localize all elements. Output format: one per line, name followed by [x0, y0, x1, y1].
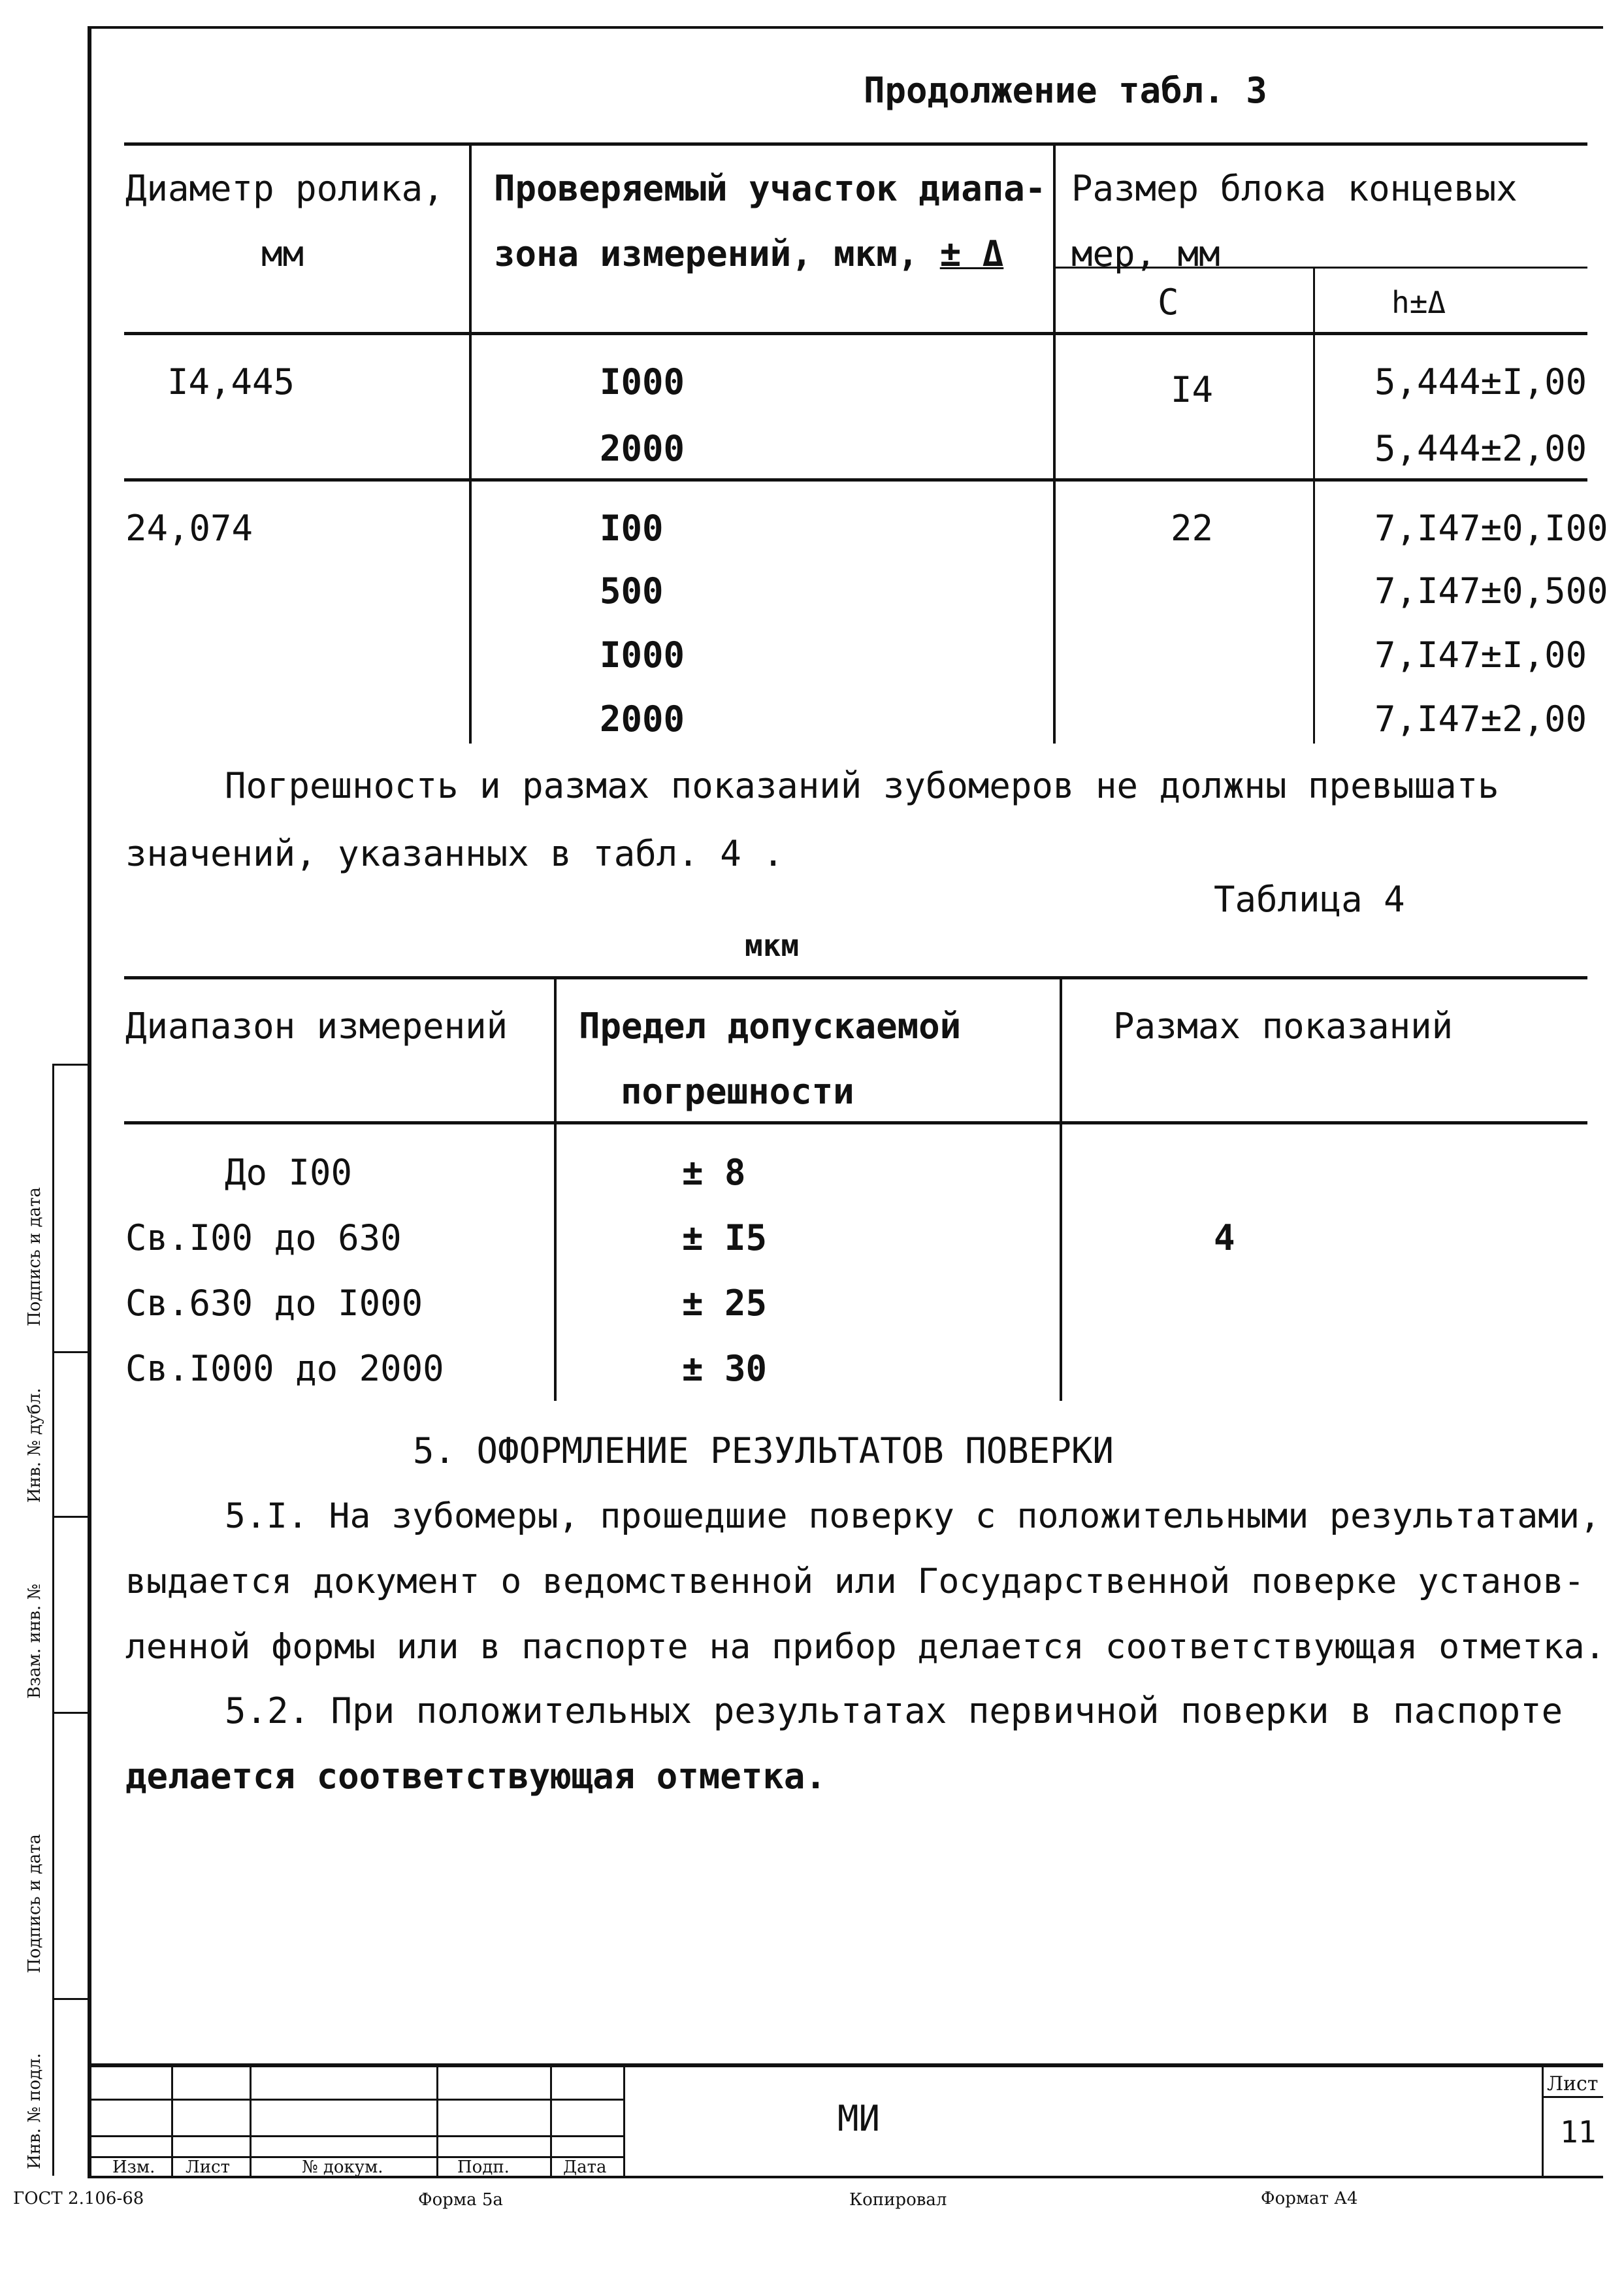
table4-header-limit-line2: погрешности — [621, 1071, 854, 1112]
table4-row2-range: Св.I00 до 630 — [125, 1217, 402, 1258]
footer-form: Форма 5а — [418, 2190, 503, 2210]
continuation-title: Продолжение табл. 3 — [864, 70, 1267, 111]
group1-row2-h: 5,444±2,00 — [1374, 428, 1587, 469]
table4-col-divider-2 — [1060, 976, 1062, 1401]
header-diameter-line1: Диаметр ролика, — [125, 168, 444, 209]
stamp-col-2 — [250, 2063, 252, 2176]
table3-top-rule — [124, 142, 1587, 146]
group1-c: I4 — [1171, 369, 1214, 410]
table3-group-rule — [124, 478, 1587, 482]
section5-p1-line3: ленной формы или в паспорте на прибор делается соответствующая отметка. — [125, 1627, 1606, 1667]
group1-diameter: I4,445 — [167, 361, 295, 402]
frame-top-border — [88, 26, 1603, 29]
group1-row2-section: 2000 — [600, 428, 685, 469]
side-strip-rule-1 — [52, 1064, 89, 1066]
header-section-line1: Проверяемый участок диапа- — [494, 168, 1047, 209]
table4-caption: Таблица 4 — [1214, 879, 1405, 920]
table4-row3-limit: ± 25 — [682, 1283, 768, 1324]
paragraph-error-line2: значений, указанных в табл. 4 . — [125, 833, 784, 874]
side-label-original-inv: Инв. № подл. — [25, 2053, 44, 2169]
table4-header-rule — [124, 1121, 1587, 1124]
header-block-size-line1: Размер блока концевых — [1071, 168, 1518, 209]
table4-row1-limit: ± 8 — [682, 1152, 746, 1193]
side-label-replacement-inv: Взам. инв. № — [25, 1584, 44, 1699]
group2-c: 22 — [1171, 508, 1214, 549]
header-diameter-line2: мм — [261, 233, 304, 274]
stamp-doc-code: МИ — [837, 2098, 881, 2139]
table4-col-divider-1 — [554, 976, 557, 1401]
group2-diameter: 24,074 — [125, 508, 253, 549]
frame-left-border — [88, 26, 91, 2176]
side-strip-rule-2 — [52, 1351, 89, 1353]
header-block-size-line2: мер, мм — [1071, 233, 1220, 274]
group1-row1-h: 5,444±I,00 — [1374, 361, 1587, 402]
stamp-row-rule-2 — [88, 2135, 623, 2137]
group2-row3-h: 7,I47±I,00 — [1374, 634, 1587, 676]
table4-spread-value: 4 — [1214, 1217, 1235, 1258]
side-strip-outer-line — [52, 1064, 54, 2176]
stamp-col-4 — [550, 2063, 552, 2176]
footer-standard: ГОСТ 2.106-68 — [13, 2189, 144, 2208]
table4-unit: мкм — [745, 928, 800, 963]
section5-title: 5. ОФОРМЛЕНИЕ РЕЗУЛЬТАТОВ ПОВЕРКИ — [413, 1430, 1114, 1471]
group2-row4-section: 2000 — [600, 698, 685, 740]
header-c: С — [1158, 282, 1179, 323]
section5-p2-line2: делается соответствующая отметка. — [125, 1756, 826, 1797]
side-label-signature-1: Подпись и дата — [25, 1187, 44, 1326]
table4-row1-range: До I00 — [225, 1152, 353, 1193]
table4-row4-limit: ± 30 — [682, 1348, 768, 1389]
group2-row3-section: I000 — [600, 634, 685, 676]
section5-p2-line1: 5.2. При положительных результатах первичной поверки в паспорте — [225, 1690, 1563, 1731]
paragraph-error-line1: Погрешность и размах показаний зубомеров не должны превышать — [225, 765, 1499, 806]
table4-header-limit-line1: Предел допускаемой — [579, 1006, 962, 1047]
stamp-sheet-rule — [1542, 2096, 1603, 2098]
group2-row2-h: 7,I47±0,500 — [1374, 570, 1608, 612]
table4-top-rule — [124, 976, 1587, 979]
stamp-sheet-number: 11 — [1560, 2114, 1597, 2150]
header-section-line2: зона измерений, мкм, ± Δ — [494, 233, 1004, 274]
footer-format: Формат А4 — [1261, 2189, 1358, 2208]
table3-col-divider-2 — [1053, 142, 1056, 744]
side-strip-rule-5 — [52, 1998, 89, 2000]
group2-row1-section: I00 — [600, 508, 664, 549]
section5-p1-line1: 5.I. На зубомеры, прошедшие поверку с положительными результатами, — [225, 1496, 1600, 1536]
stamp-col-change: Изм. — [112, 2157, 155, 2177]
stamp-col-sheet-label: Лист — [186, 2157, 230, 2177]
table4-row3-range: Св.630 до I000 — [125, 1283, 423, 1324]
side-label-duplicate-inv: Инв. № дубл. — [25, 1388, 44, 1503]
table3-header-rule — [124, 332, 1587, 335]
table4-header-spread: Размах показаний — [1113, 1006, 1453, 1047]
section5-p1-line2: выдается документ о ведомственной или Государственной поверке установ- — [125, 1562, 1585, 1601]
stamp-row-rule-1 — [88, 2099, 623, 2101]
side-strip-rule-4 — [52, 1712, 89, 1714]
stamp-col-signature: Подп. — [457, 2157, 510, 2177]
stamp-col-5 — [623, 2063, 625, 2176]
table4-header-range: Диапазон измерений — [125, 1006, 508, 1047]
stamp-col-date: Дата — [563, 2157, 607, 2177]
group2-row4-h: 7,I47±2,00 — [1374, 698, 1587, 740]
stamp-col-1 — [171, 2063, 173, 2176]
table3-col-divider-1 — [469, 142, 472, 744]
group2-row1-h: 7,I47±0,I00 — [1374, 508, 1608, 549]
stamp-col-sheet — [1542, 2063, 1544, 2176]
table3-col-divider-3 — [1313, 267, 1315, 744]
table4-row2-limit: ± I5 — [682, 1217, 768, 1258]
stamp-col-doc-number: № докум. — [302, 2157, 383, 2177]
group1-row1-section: I000 — [600, 361, 685, 402]
group2-row2-section: 500 — [600, 570, 664, 612]
header-h: h±Δ — [1391, 285, 1446, 320]
stamp-top-rule — [88, 2063, 1603, 2067]
side-label-signature-2: Подпись и дата — [25, 1834, 44, 1973]
stamp-col-3 — [436, 2063, 438, 2176]
footer-copied: Копировал — [849, 2190, 947, 2210]
stamp-sheet-label: Лист — [1547, 2073, 1599, 2095]
side-strip-rule-3 — [52, 1516, 89, 1518]
table4-row4-range: Св.I000 до 2000 — [125, 1348, 444, 1389]
